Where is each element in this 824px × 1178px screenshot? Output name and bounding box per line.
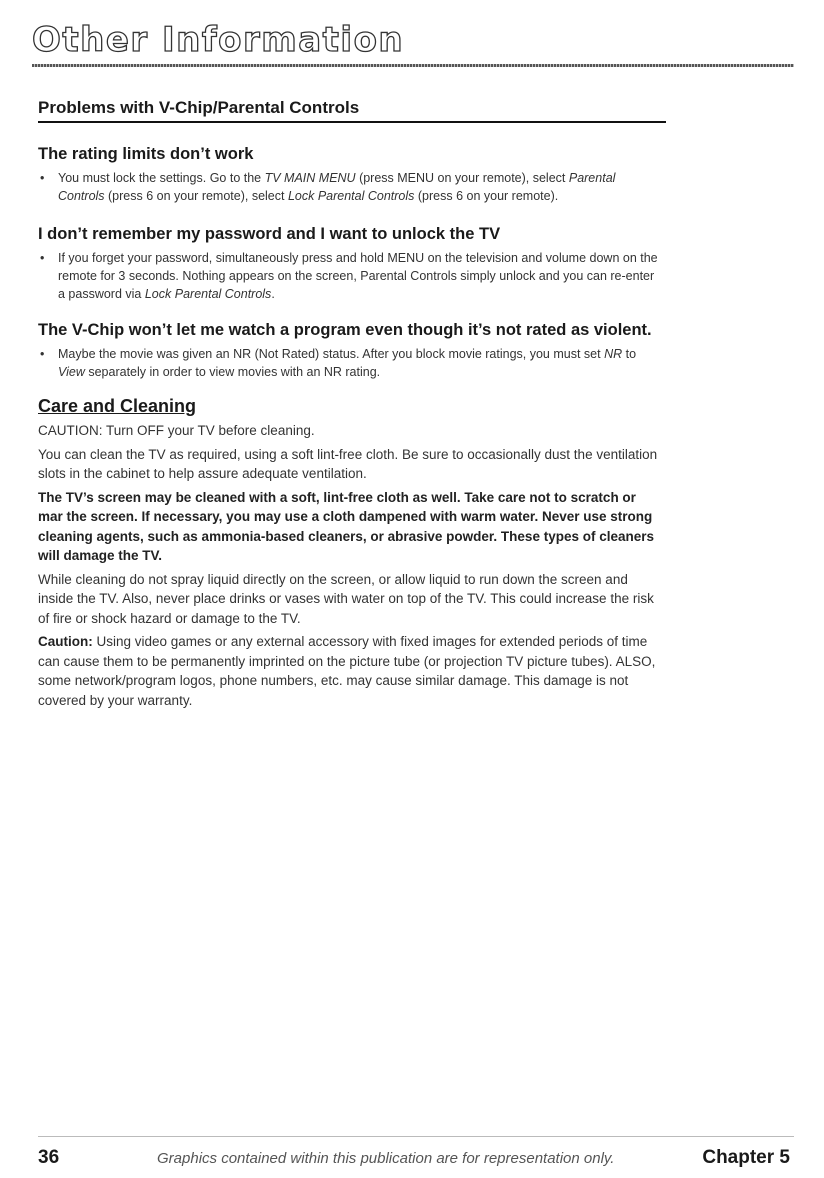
caution-lead: Caution: (38, 634, 93, 649)
bullet-icon: • (40, 171, 45, 185)
care-section (38, 395, 662, 710)
vchip-section-title: Problems with V-Chip/Parental Controls (38, 98, 666, 123)
text-run: to (622, 347, 637, 361)
answer-text (58, 251, 658, 301)
text-run: Maybe the movie was given an NR (Not Rated) status. After you block movie ratings, you must set (58, 347, 605, 361)
page-header (32, 18, 794, 67)
page-title: Other Information (32, 20, 405, 60)
menu-reference: Parental Controls (58, 171, 616, 203)
text-run: (press 6 on your remote). (414, 189, 559, 203)
page-footer (38, 1136, 794, 1177)
menu-reference: Lock Parental Controls (287, 189, 415, 203)
problem-answer (38, 169, 662, 205)
chapter-label: Chapter 5 (702, 1147, 790, 1168)
bullet-icon: • (40, 347, 45, 361)
problem-title: The rating limits don’t work (38, 145, 254, 163)
text-run: . (271, 287, 275, 301)
caution-line: CAUTION: Turn OFF your TV before cleaning. (38, 423, 315, 438)
care-paragraph-burn-in (38, 632, 662, 710)
care-paragraph-screen: The TV’s screen may be cleaned with a soft, lint-free cloth as well. Take care not to scratch or mar the screen. If necessary, you may use a cloth dampened with warm water. Never use strong cleaning agents, such as ammonia-based cleaners, or abrasive powder. These types of cleaners will damage the TV. (38, 489, 654, 563)
care-paragraph-cloth: You can clean the TV as required, using a soft lint-free cloth. Be sure to occasionally dust the ventilation slots in the cabinet to help assure adequate ventilation. (38, 446, 658, 481)
header-rule (32, 64, 794, 67)
answer-text (58, 347, 636, 379)
menu-reference: NR (604, 347, 623, 361)
care-paragraph-liquid: While cleaning do not spray liquid directly on the screen, or allow liquid to run down the screen and inside the TV. Also, never place drinks or vases with water on top of the TV. This could increase the risk of fire or shock hazard or damage to the TV. (38, 571, 654, 626)
menu-reference: View (58, 365, 85, 379)
menu-reference: Lock Parental Controls (144, 287, 272, 301)
page-content (38, 98, 662, 710)
page-number: 36 (38, 1147, 60, 1168)
problem-answer (38, 345, 662, 381)
problem-forgot-password (38, 223, 662, 303)
problem-answer (38, 249, 662, 303)
text-run: If you forget your password, simultaneously press and hold MENU on the television and volume down on the remote for 3 seconds. Nothing appears on the screen, Parental Controls simply unlock and you can re-enter a password via (58, 251, 658, 301)
text-run: (press 6 on your remote), select (104, 189, 288, 203)
answer-text (58, 171, 615, 203)
text-run: You must lock the settings. Go to the (58, 171, 265, 185)
problem-rating-limits (38, 143, 662, 205)
problem-not-rated (38, 319, 662, 381)
text-run: separately in order to view movies with an NR rating. (84, 365, 381, 379)
problem-title: The V-Chip won’t let me watch a program even though it’s not rated as violent. (38, 321, 652, 339)
care-section-title: Care and Cleaning (38, 396, 197, 416)
footer-note: Graphics contained within this publication are for representation only. (157, 1150, 615, 1167)
menu-reference: TV MAIN MENU (264, 171, 356, 185)
bullet-icon: • (40, 251, 45, 265)
problem-title: I don’t remember my password and I want to unlock the TV (38, 225, 501, 243)
text-run: (press MENU on your remote), select (355, 171, 569, 185)
caution-text: Using video games or any external accessory with fixed images for extended periods of time can cause them to be permanently imprinted on the picture tube (or projection TV picture tubes). ALSO, some network/program logos, phone numbers, etc. may cause similar damage. This damage is not covered by your warranty. (38, 634, 656, 708)
